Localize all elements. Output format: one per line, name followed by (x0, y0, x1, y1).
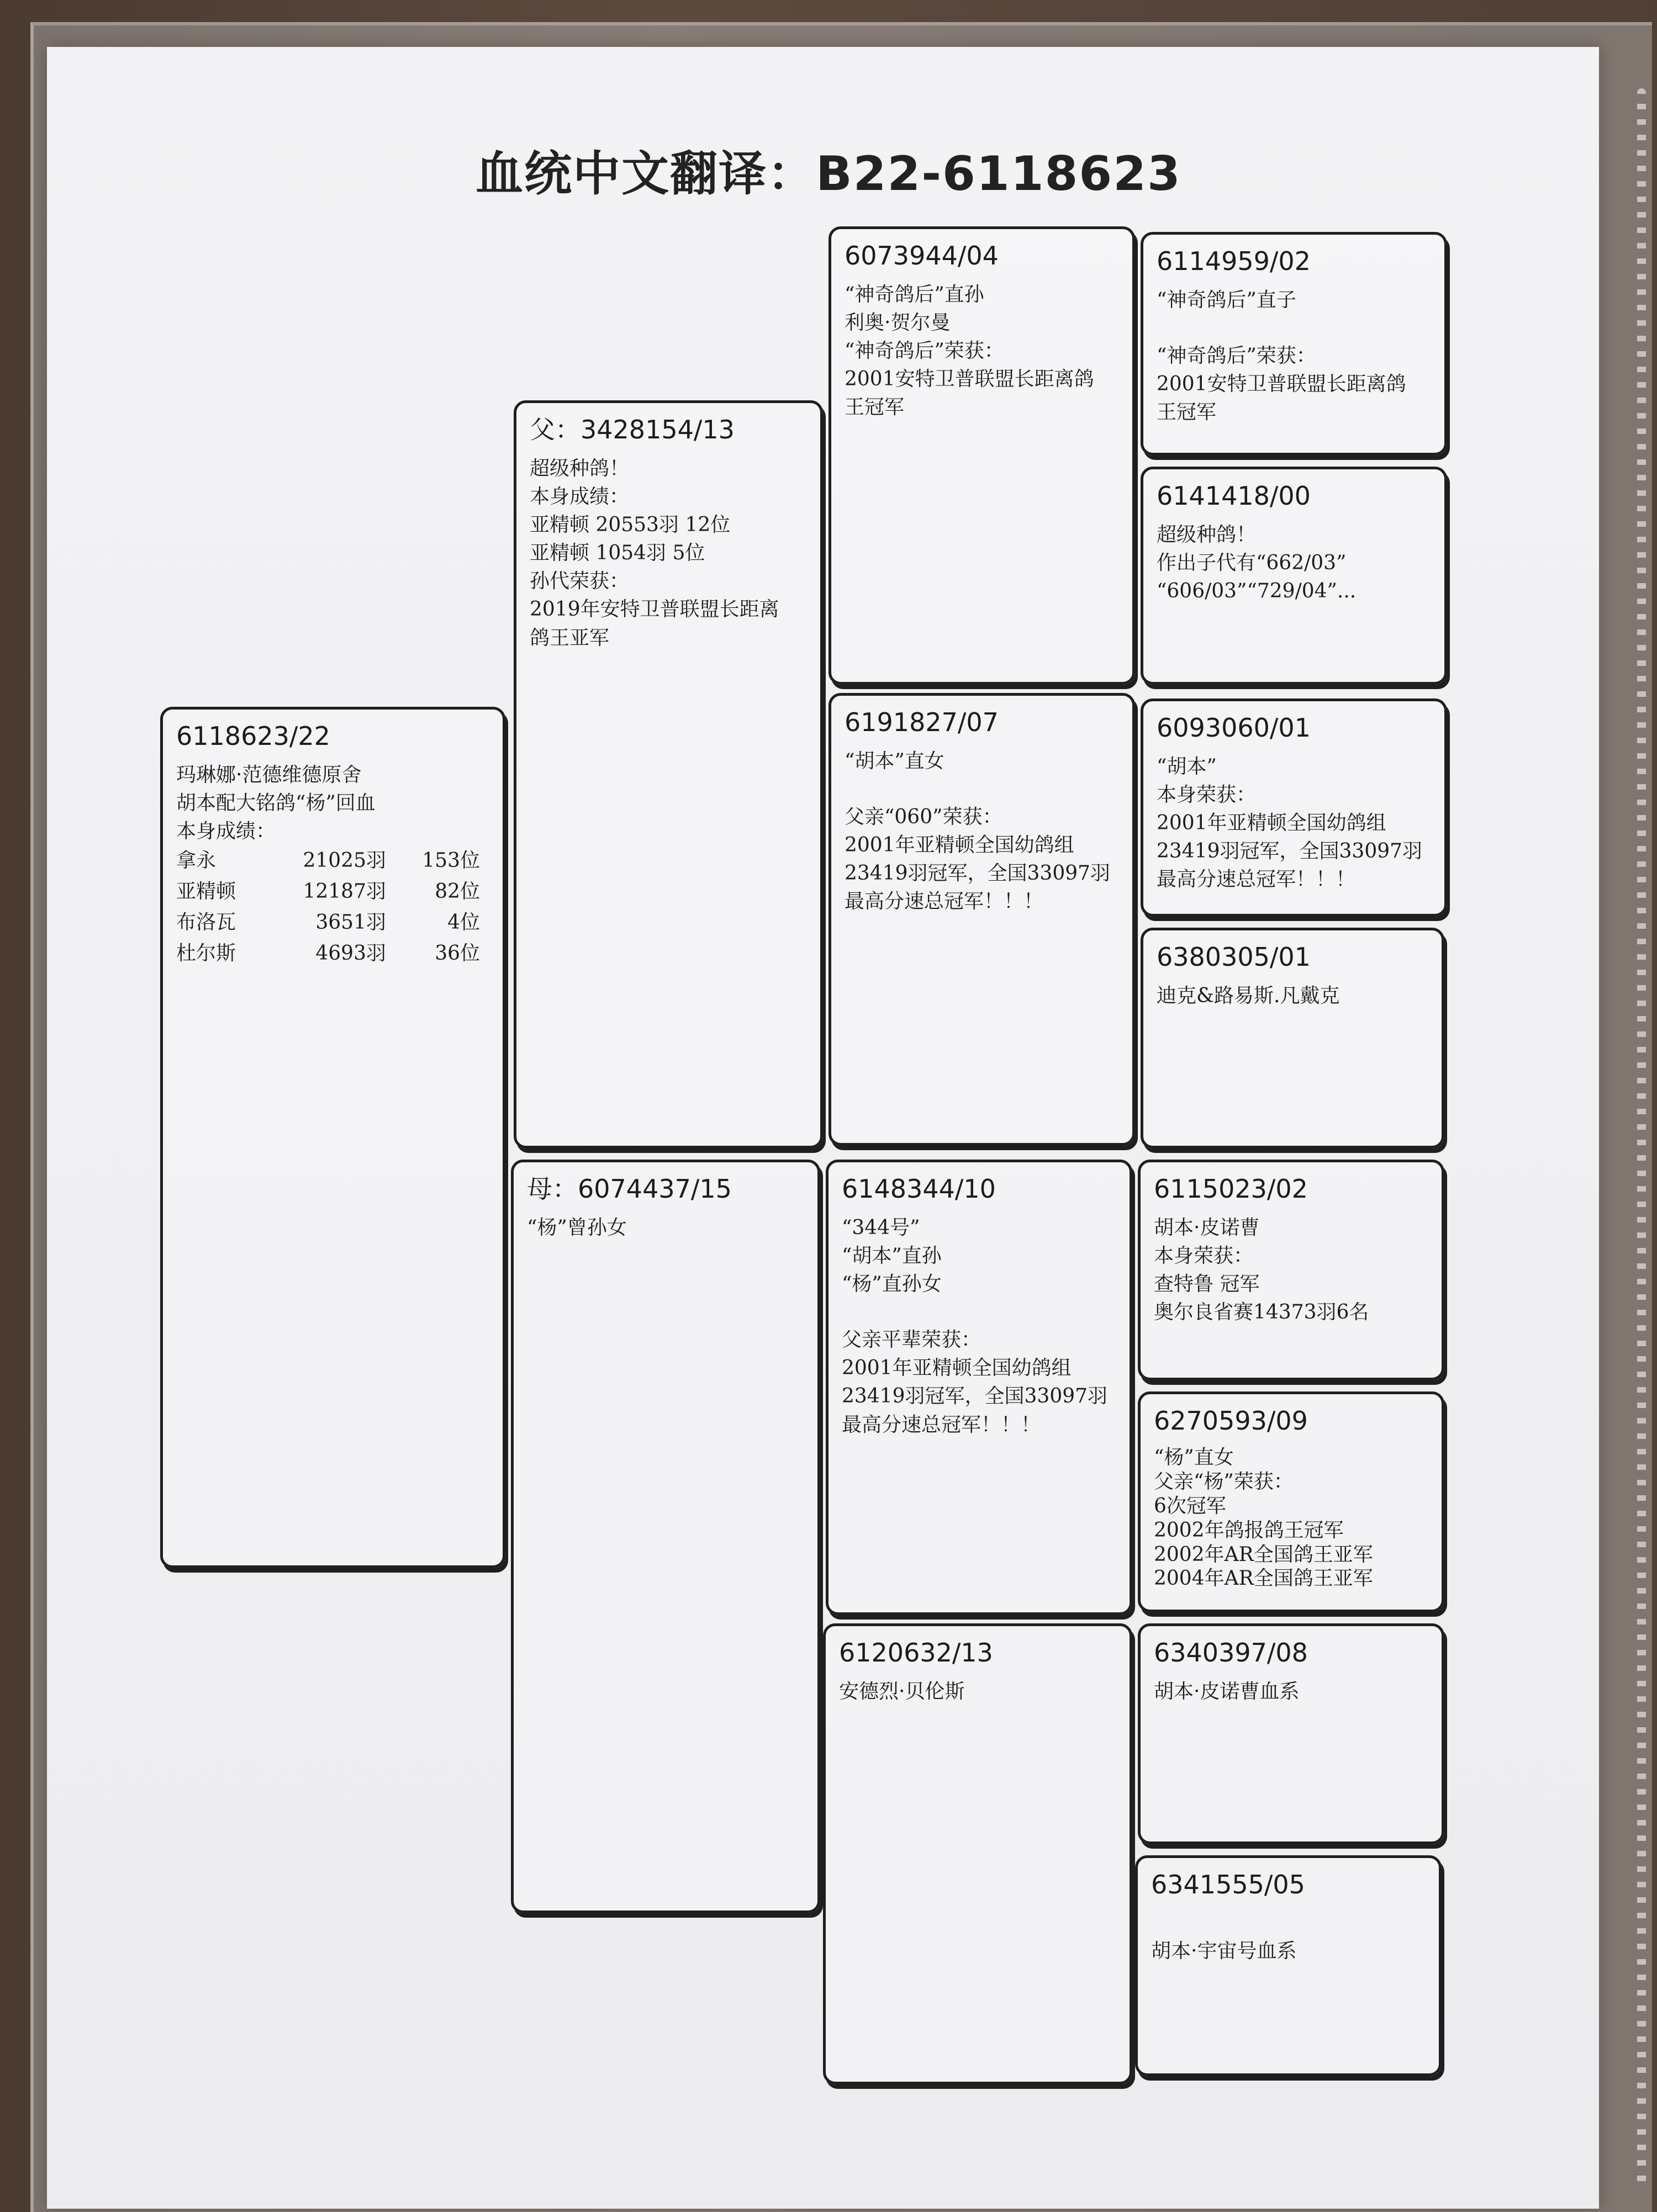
great-grandparent-line: 胡本·宇宙号血系 (1151, 1939, 1297, 1962)
subject-line: 本身成绩： (176, 820, 276, 843)
grandparent-card-4 (823, 1623, 1132, 2084)
grandparent-line: 2001年亚精顿全国幼鸽组 (842, 1357, 1072, 1380)
great-grandparent-line: 迪克&路易斯.凡戴克 (1157, 984, 1340, 1007)
great-grandparent-ring-number: 6340397/08 (1154, 1638, 1308, 1668)
race-place: 4位 (447, 911, 480, 934)
great-grandparent-line: 6次冠军 (1154, 1494, 1226, 1517)
great-grandparent-line: 23419羽冠军，全国33097羽 (1157, 840, 1423, 863)
great-grandparent-line: 胡本·皮诺曹 (1154, 1216, 1260, 1239)
spacer (1157, 314, 1431, 342)
great-grandparent-ring-number: 6141418/00 (1157, 481, 1311, 511)
subject-line: 胡本配大铭鸽“杨”回血 (176, 792, 376, 814)
grandparent-line: 23419羽冠军，全国33097羽 (845, 862, 1111, 885)
dam-card (511, 1160, 820, 1913)
great-grandparent-line: 本身荣获： (1157, 784, 1257, 806)
grandparent-ring-number: 6073944/04 (845, 241, 999, 271)
grandparent-line: 2001年亚精顿全国幼鸽组 (845, 834, 1074, 857)
grandparent-line: 利奥·贺尔曼 (845, 311, 951, 334)
great-grandparent-card-3 (1141, 698, 1447, 917)
great-grandparent-ring-number: 6115023/02 (1154, 1174, 1308, 1204)
great-grandparent-card-8 (1135, 1855, 1442, 2076)
great-grandparent-ring-number: 6093060/01 (1157, 713, 1311, 743)
spacer (1151, 1909, 1426, 1937)
race-birds: 12187羽 (303, 880, 386, 903)
grandparent-line: 父亲平辈荣获： (842, 1329, 981, 1352)
race-birds: 21025羽 (303, 849, 386, 872)
grandparent-line: 父亲“060”荣获： (845, 806, 1002, 828)
race-result-row (176, 938, 489, 969)
race-result-row (176, 907, 489, 938)
great-grandparent-ring-number: 6380305/01 (1157, 942, 1311, 972)
great-grandparent-line: “神奇鸽后”荣获： (1157, 345, 1316, 367)
page-title: 血统中文翻译：B22-6118623 (476, 146, 1181, 202)
great-grandparent-line: 父亲“杨”荣获： (1154, 1470, 1294, 1493)
great-grandparent-line: 奥尔良省赛14373羽6名 (1154, 1301, 1369, 1324)
grandparent-line: 23419羽冠军，全国33097羽 (842, 1385, 1108, 1408)
grandparent-line: 安德烈·贝伦斯 (839, 1680, 965, 1703)
great-grandparent-line: 2002年AR全国鸽王亚军 (1154, 1543, 1373, 1566)
great-grandparent-card-2 (1141, 467, 1447, 685)
great-grandparent-line: 超级种鸽！ (1157, 523, 1257, 546)
sire-line: 本身成绩： (530, 485, 630, 508)
race-place: 153位 (422, 849, 480, 872)
spacer (845, 775, 1119, 803)
great-grandparent-card-6 (1138, 1391, 1444, 1612)
sire-line: 2019年安特卫普联盟长距离 (530, 598, 779, 621)
great-grandparent-ring-number: 6270593/09 (1154, 1406, 1308, 1436)
great-grandparent-card-5 (1138, 1160, 1444, 1380)
dam-line: “杨”曾孙女 (527, 1216, 627, 1239)
great-grandparent-line: 2002年鸽报鸽王冠军 (1154, 1518, 1344, 1542)
great-grandparent-line: 2001安特卫普联盟长距离鸽 (1157, 373, 1406, 396)
great-grandparent-line: 查特鲁 冠军 (1154, 1273, 1260, 1296)
race-name: 亚精顿 (176, 880, 236, 903)
great-grandparent-line: “神奇鸽后”直子 (1157, 288, 1296, 311)
great-grandparent-line: 2004年AR全国鸽王亚军 (1154, 1567, 1373, 1590)
grandparent-line: “胡本”直女 (845, 749, 944, 772)
grandparent-line: 最高分速总冠军！！！ (845, 890, 1044, 913)
race-name: 拿永 (176, 849, 217, 872)
race-name: 杜尔斯 (176, 941, 236, 965)
dam-ring-number: 母：6074437/15 (527, 1174, 732, 1204)
great-grandparent-ring-number: 6341555/05 (1151, 1870, 1305, 1899)
great-grandparent-line: 王冠军 (1157, 401, 1217, 424)
sire-line: 亚精顿 20553羽 12位 (530, 514, 731, 537)
grandparent-ring-number: 6120632/13 (839, 1638, 993, 1668)
sire-line: 亚精顿 1054羽 5位 (530, 542, 705, 565)
grandparent-line: “344号” (842, 1216, 920, 1239)
sleeve-punch-holes (1637, 88, 1646, 2187)
grandparent-line: “神奇鸽后”荣获： (845, 340, 1004, 363)
sire-ring-number: 父：3428154/13 (530, 415, 735, 444)
great-grandparent-line: 本身荣获： (1154, 1245, 1254, 1267)
great-grandparent-ring-number: 6114959/02 (1157, 246, 1311, 276)
grandparent-line: 王冠军 (845, 396, 905, 419)
subject-ring-number: 6118623/22 (176, 721, 330, 751)
race-birds: 3651羽 (315, 911, 386, 934)
race-name: 布洛瓦 (176, 911, 236, 934)
race-result-row (176, 845, 489, 876)
race-birds: 4693羽 (315, 941, 386, 965)
great-grandparent-line: “胡本” (1157, 755, 1217, 778)
great-grandparent-card-1 (1141, 232, 1447, 456)
sire-line: 超级种鸽！ (530, 457, 630, 480)
race-place: 82位 (435, 880, 480, 903)
great-grandparent-line: “杨”直女 (1154, 1446, 1234, 1469)
grandparent-card-3 (826, 1160, 1132, 1615)
grandparent-line: “胡本”直孙 (842, 1245, 942, 1267)
great-grandparent-line: “606/03”“729/04”... (1157, 580, 1357, 603)
subject-line: 玛琳娜·范德维德原舍 (176, 763, 362, 786)
grandparent-ring-number: 6191827/07 (845, 707, 999, 737)
race-result-row (176, 876, 489, 907)
grandparent-card-2 (828, 693, 1135, 1146)
grandparent-line: 最高分速总冠军！！！ (842, 1413, 1041, 1436)
great-grandparent-card-4 (1141, 928, 1444, 1149)
spacer (842, 1298, 1116, 1326)
sire-line: 孙代荣获： (530, 570, 630, 593)
great-grandparent-line: 作出子代有“662/03” (1157, 552, 1347, 574)
grandparent-ring-number: 6148344/10 (842, 1174, 996, 1204)
race-place: 36位 (435, 941, 480, 965)
grandparent-line: 2001安特卫普联盟长距离鸽 (845, 368, 1094, 391)
sire-card (514, 400, 823, 1149)
great-grandparent-line: 最高分速总冠军！！！ (1157, 868, 1356, 891)
great-grandparent-line: 胡本·皮诺曹血系 (1154, 1680, 1300, 1703)
sire-line: 鸽王亚军 (530, 626, 610, 649)
grandparent-card-1 (828, 226, 1135, 685)
grandparent-line: “杨”直孙女 (842, 1273, 942, 1296)
grandparent-line: “神奇鸽后”直孙 (845, 283, 984, 306)
great-grandparent-card-7 (1138, 1623, 1444, 1844)
subject-card (160, 707, 505, 1568)
great-grandparent-line: 2001年亚精顿全国幼鸽组 (1157, 812, 1386, 835)
